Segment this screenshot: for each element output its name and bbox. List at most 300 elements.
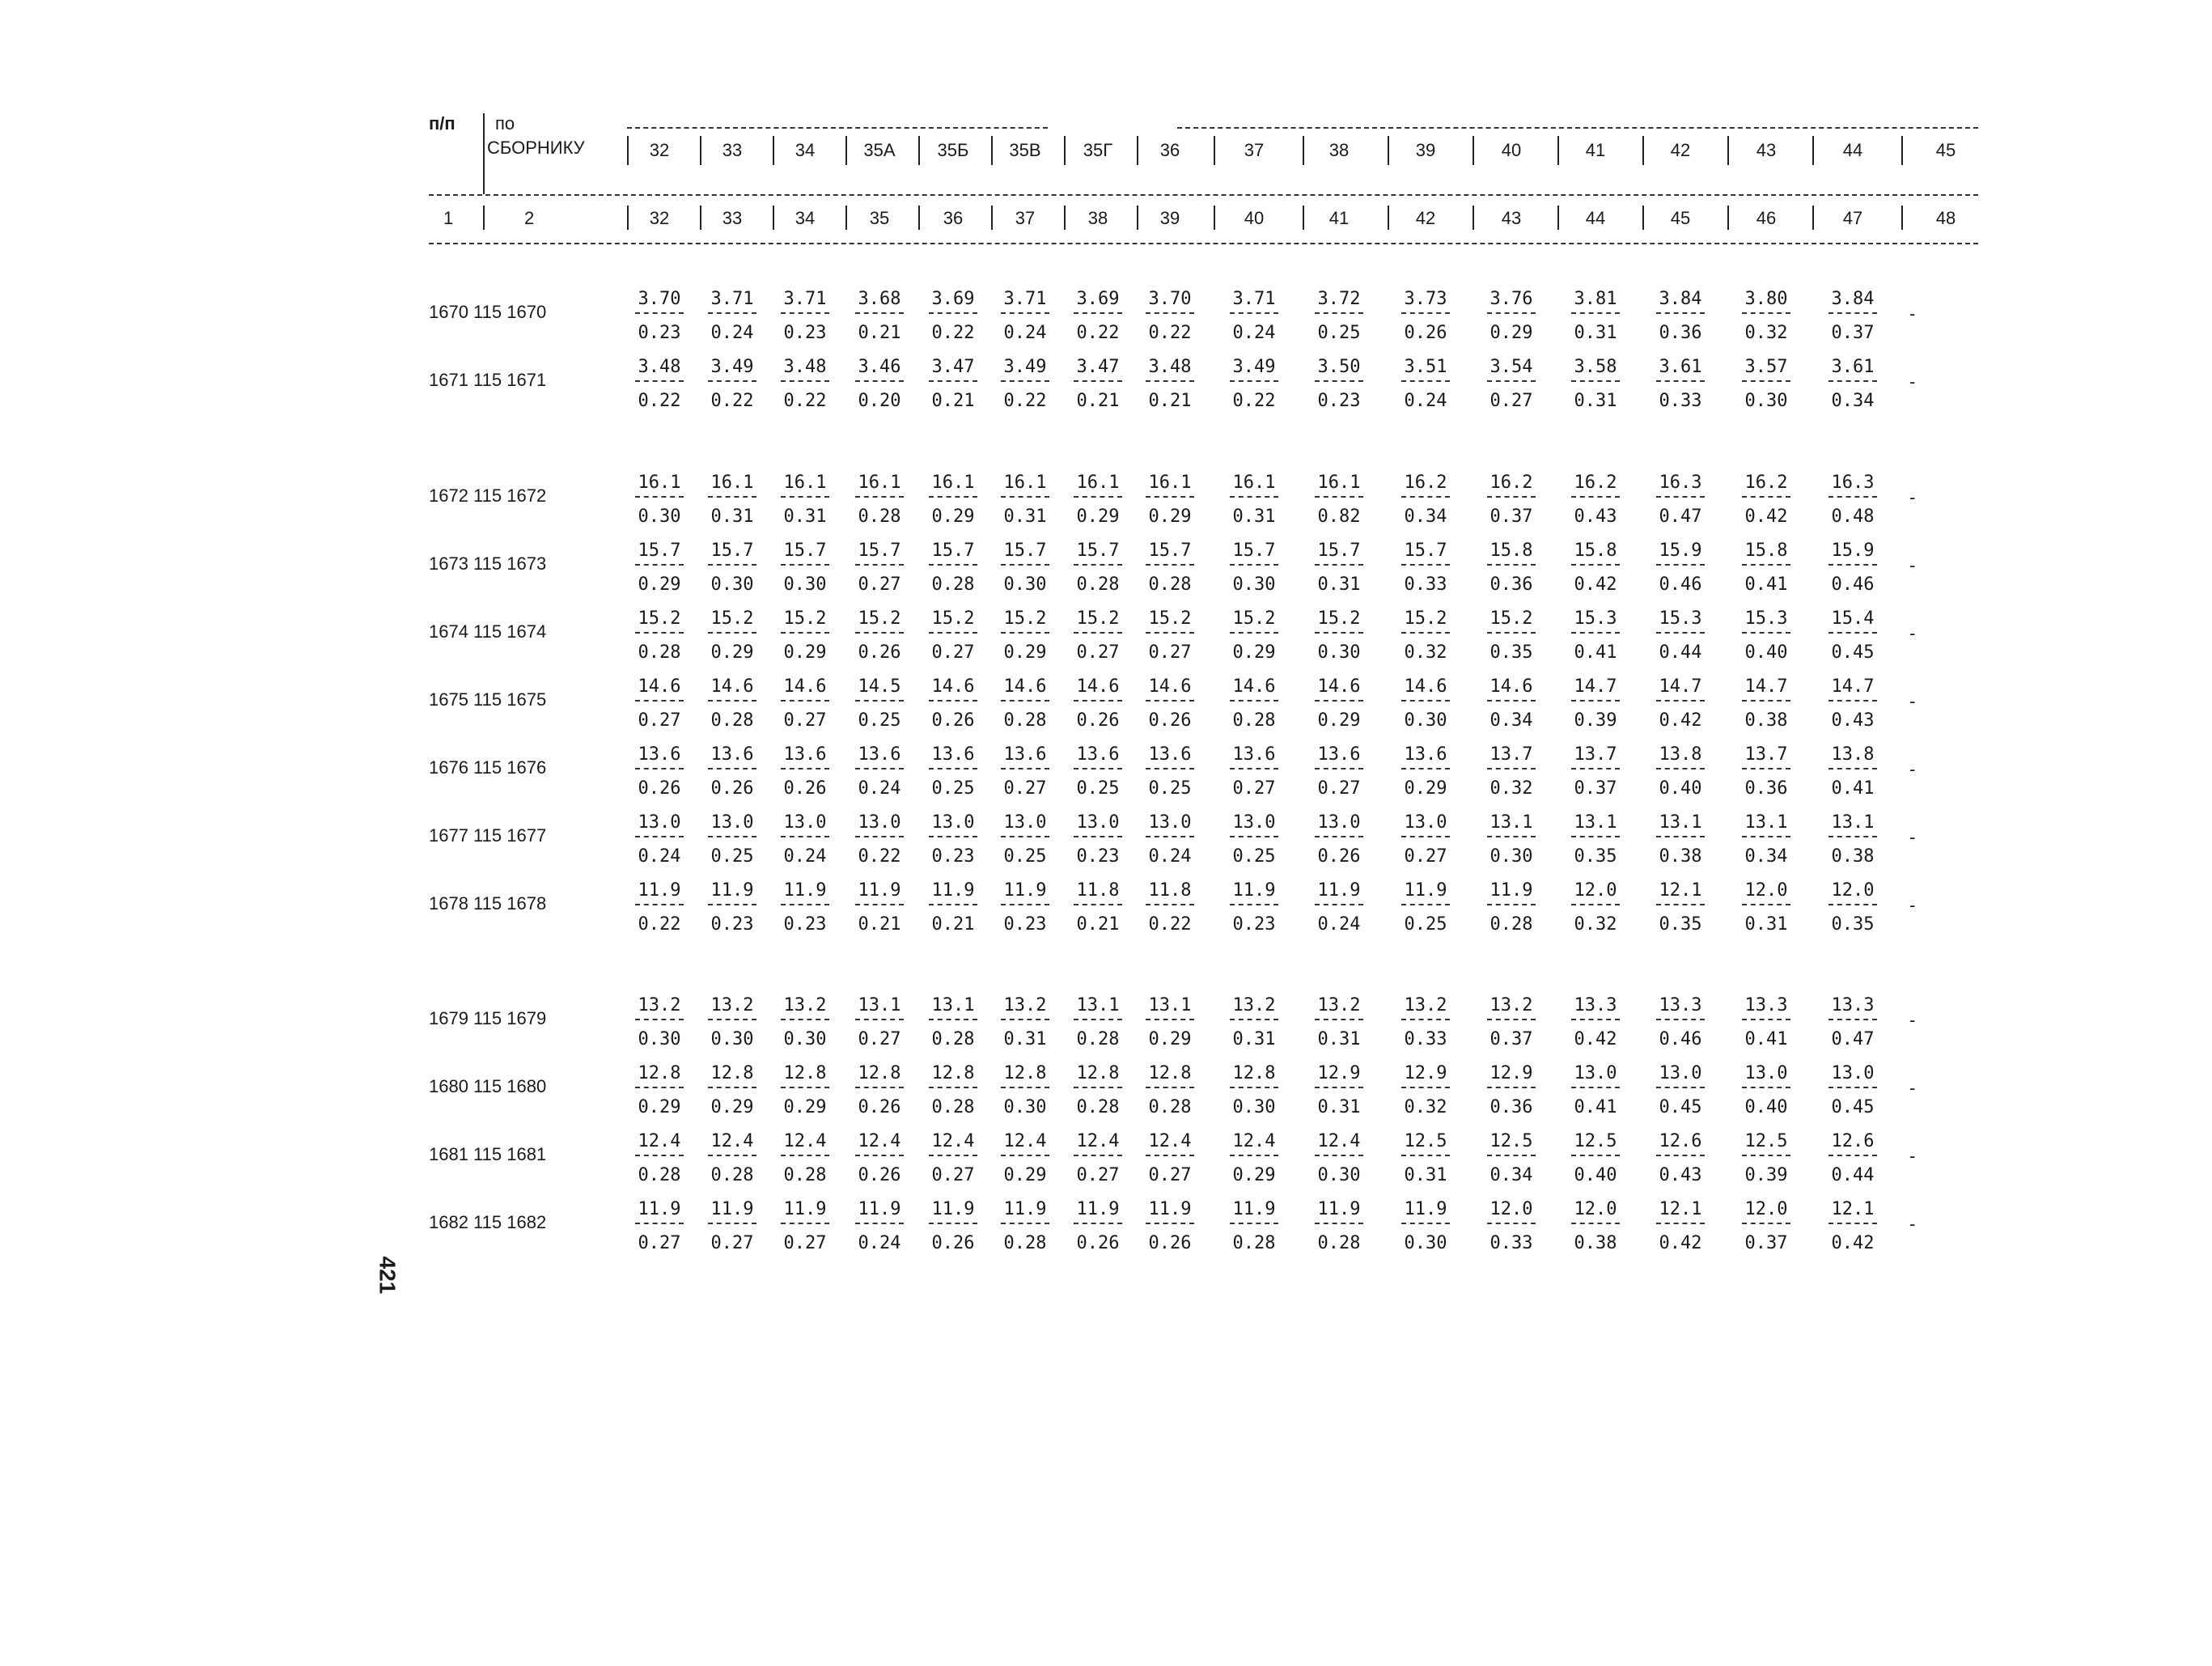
value-top: 13.1 <box>1831 812 1875 833</box>
fraction-line <box>1742 904 1790 905</box>
value-bottom: 0.27 <box>931 642 975 663</box>
fraction-line <box>1315 380 1363 382</box>
fraction-line <box>1401 380 1450 382</box>
fraction-line <box>1742 380 1790 382</box>
value-bottom: 0.24 <box>1317 914 1361 935</box>
fraction-line <box>1487 496 1536 498</box>
value-bottom: 0.30 <box>1003 1097 1047 1117</box>
value-top: 15.7 <box>1076 540 1120 561</box>
value-top: 3.51 <box>1404 357 1447 377</box>
value-top: 15.2 <box>1076 608 1120 629</box>
value-bottom: 0.21 <box>858 323 901 343</box>
value-bottom: 0.32 <box>1744 323 1788 343</box>
fraction-line <box>1315 632 1363 634</box>
value-top: 3.61 <box>1659 357 1702 377</box>
header-column-number: 48 <box>1935 208 1956 228</box>
fraction-line <box>1230 904 1278 905</box>
value-bottom: 0.31 <box>1574 391 1617 411</box>
value-bottom: 0.29 <box>1003 1165 1047 1185</box>
fraction-line <box>1001 904 1049 905</box>
header-column-number: 46 <box>1756 208 1777 228</box>
value-bottom: 0.23 <box>783 914 827 935</box>
fraction-line <box>1742 496 1790 498</box>
fraction-line <box>781 496 829 498</box>
value-bottom: 0.43 <box>1574 507 1617 527</box>
header-column-separator <box>1137 136 1138 165</box>
fraction-line <box>1571 904 1620 905</box>
value-bottom: 0.22 <box>783 391 827 411</box>
value-top: 3.49 <box>1003 357 1047 377</box>
value-bottom: 0.22 <box>1076 323 1120 343</box>
value-top: 12.4 <box>1232 1131 1276 1151</box>
value-bottom: 0.29 <box>1489 323 1533 343</box>
value-bottom: 0.40 <box>1744 642 1788 663</box>
fraction-line <box>708 564 756 566</box>
fraction-line <box>929 768 977 769</box>
row-id: 1672 115 1672 <box>429 485 547 506</box>
value-top: 3.61 <box>1831 357 1875 377</box>
fraction-line <box>1401 632 1450 634</box>
value-top: 11.9 <box>1003 880 1047 901</box>
fraction-line <box>708 700 756 702</box>
fraction-line <box>781 836 829 837</box>
value-top: 11.8 <box>1076 880 1120 901</box>
value-bottom: 0.41 <box>1574 1097 1617 1117</box>
value-bottom: 0.30 <box>1232 574 1276 595</box>
fraction-line <box>1829 312 1877 314</box>
value-bottom: 0.25 <box>858 710 901 731</box>
fraction-line <box>1074 904 1122 905</box>
fraction-line <box>1571 1019 1620 1020</box>
value-bottom: 0.37 <box>1489 507 1533 527</box>
value-top: 13.0 <box>1404 812 1447 833</box>
value-top: 3.72 <box>1317 289 1361 309</box>
value-bottom: 0.29 <box>638 1097 681 1117</box>
fraction-line <box>635 380 684 382</box>
fraction-line <box>1230 496 1278 498</box>
fraction-line <box>1487 836 1536 837</box>
fraction-line <box>1571 496 1620 498</box>
fraction-line <box>855 496 904 498</box>
row-id: 1680 115 1680 <box>429 1076 547 1096</box>
header-column-label: 35Б <box>937 140 969 160</box>
value-top: 13.6 <box>638 744 681 765</box>
fraction-line <box>1146 1155 1194 1156</box>
fraction-line <box>855 768 904 769</box>
value-bottom: 0.42 <box>1744 507 1788 527</box>
value-bottom: 0.40 <box>1659 778 1702 799</box>
fraction-line <box>1401 904 1450 905</box>
value-bottom: 0.27 <box>638 1233 681 1253</box>
fraction-line <box>1001 1087 1049 1088</box>
header-column-separator <box>1388 206 1389 230</box>
header-column-number: 34 <box>795 208 816 228</box>
value-top: 15.2 <box>710 608 754 629</box>
value-top: 13.2 <box>1317 995 1361 1015</box>
header-top-rule-right <box>1177 127 1978 129</box>
header-column-separator <box>1812 136 1814 165</box>
fraction-line <box>1230 1019 1278 1020</box>
value-top: 13.0 <box>783 812 827 833</box>
value-top: 3.84 <box>1831 289 1875 309</box>
value-bottom: 0.22 <box>858 846 901 867</box>
value-bottom: 0.29 <box>931 507 975 527</box>
value-bottom: 0.31 <box>1404 1165 1447 1185</box>
value-top: 15.3 <box>1659 608 1702 629</box>
value-top: 12.0 <box>1574 880 1617 901</box>
fraction-line <box>1074 1019 1122 1020</box>
value-top: 15.9 <box>1831 540 1875 561</box>
fraction-line <box>855 836 904 837</box>
row-id: 1682 115 1682 <box>429 1212 547 1232</box>
fraction-line <box>1230 380 1278 382</box>
value-bottom: 0.30 <box>1404 1233 1447 1253</box>
index-a: 1 <box>443 208 454 228</box>
value-top: 12.4 <box>1148 1131 1192 1151</box>
value-bottom: 0.40 <box>1574 1165 1617 1185</box>
fraction-line <box>1656 700 1705 702</box>
fraction-line <box>1571 836 1620 837</box>
value-top: 12.4 <box>1076 1131 1120 1151</box>
value-top: 12.4 <box>1003 1131 1047 1151</box>
fraction-line <box>1230 836 1278 837</box>
value-top: 11.9 <box>1317 880 1361 901</box>
fraction-line <box>1829 768 1877 769</box>
value-bottom: 0.26 <box>1148 710 1192 731</box>
value-top: 16.1 <box>1076 473 1120 493</box>
header-column-number: 38 <box>1087 208 1108 228</box>
value-bottom: 0.21 <box>858 914 901 935</box>
value-top: 13.6 <box>1003 744 1047 765</box>
value-top: 11.9 <box>1232 880 1276 901</box>
value-top: 11.9 <box>638 1199 681 1219</box>
fraction-line <box>1230 632 1278 634</box>
fraction-line <box>1074 836 1122 837</box>
value-top: 14.6 <box>1076 676 1120 697</box>
value-top: 3.50 <box>1317 357 1361 377</box>
fraction-line <box>1401 836 1450 837</box>
value-top: 15.2 <box>783 608 827 629</box>
value-bottom: 0.31 <box>1317 574 1361 595</box>
value-bottom: 0.30 <box>1232 1097 1276 1117</box>
fraction-line <box>635 1019 684 1020</box>
value-bottom: 0.28 <box>1489 914 1533 935</box>
value-top: 16.2 <box>1744 473 1788 493</box>
value-top: 3.47 <box>1076 357 1120 377</box>
fraction-line <box>1146 312 1194 314</box>
fraction-line <box>1656 1087 1705 1088</box>
header-column-separator <box>483 206 485 230</box>
fraction-line <box>855 312 904 314</box>
value-top: 11.9 <box>1404 880 1447 901</box>
value-bottom: 0.30 <box>638 1029 681 1049</box>
fraction-line <box>1487 1155 1536 1156</box>
dash-mark: - <box>1909 691 1916 711</box>
value-top: 3.76 <box>1489 289 1533 309</box>
fraction-line <box>1487 312 1536 314</box>
value-top: 3.81 <box>1574 289 1617 309</box>
header-column-separator <box>700 206 701 230</box>
fraction-line <box>855 700 904 702</box>
value-top: 12.8 <box>1148 1063 1192 1083</box>
header-column-separator <box>1812 206 1814 230</box>
value-bottom: 0.47 <box>1831 1029 1875 1049</box>
fraction-line <box>1829 380 1877 382</box>
value-top: 15.2 <box>638 608 681 629</box>
header-column-number: 45 <box>1670 208 1691 228</box>
value-top: 14.6 <box>710 676 754 697</box>
value-bottom: 0.27 <box>710 1233 754 1253</box>
value-top: 16.1 <box>931 473 975 493</box>
value-bottom: 0.25 <box>1076 778 1120 799</box>
fraction-line <box>1146 564 1194 566</box>
fraction-line <box>781 1087 829 1088</box>
value-top: 16.3 <box>1659 473 1702 493</box>
value-bottom: 0.27 <box>1148 642 1192 663</box>
fraction-line <box>781 1019 829 1020</box>
value-top: 11.9 <box>1076 1199 1120 1219</box>
value-top: 12.9 <box>1404 1063 1447 1083</box>
value-bottom: 0.22 <box>1148 323 1192 343</box>
value-bottom: 0.23 <box>931 846 975 867</box>
value-top: 13.8 <box>1659 744 1702 765</box>
value-bottom: 0.32 <box>1574 914 1617 935</box>
value-top: 3.84 <box>1659 289 1702 309</box>
fraction-line <box>1146 1223 1194 1224</box>
header-column-label: 41 <box>1585 140 1606 160</box>
header-column-separator <box>1303 136 1304 165</box>
value-bottom: 0.27 <box>783 710 827 731</box>
value-top: 14.5 <box>858 676 901 697</box>
fraction-line <box>1656 632 1705 634</box>
header-column-number: 47 <box>1842 208 1863 228</box>
value-top: 15.7 <box>1148 540 1192 561</box>
value-top: 13.0 <box>1574 1063 1617 1083</box>
value-top: 15.2 <box>1404 608 1447 629</box>
value-top: 14.6 <box>783 676 827 697</box>
value-top: 11.9 <box>1003 1199 1047 1219</box>
header-column-separator <box>483 113 485 194</box>
value-bottom: 0.44 <box>1831 1165 1875 1185</box>
value-top: 11.9 <box>858 880 901 901</box>
value-bottom: 0.29 <box>710 1097 754 1117</box>
fraction-line <box>1074 768 1122 769</box>
value-bottom: 0.27 <box>1317 778 1361 799</box>
header-column-number: 41 <box>1328 208 1350 228</box>
header-column-separator <box>1388 136 1389 165</box>
fraction-line <box>929 1019 977 1020</box>
fraction-line <box>1315 1019 1363 1020</box>
header-column-separator <box>627 136 629 165</box>
value-top: 12.5 <box>1489 1131 1533 1151</box>
fraction-line <box>1487 904 1536 905</box>
header-column-separator <box>627 206 629 230</box>
value-bottom: 0.28 <box>1148 1097 1192 1117</box>
fraction-line <box>929 496 977 498</box>
row-id: 1670 115 1670 <box>429 302 547 322</box>
fraction-line <box>1074 1223 1122 1224</box>
fraction-line <box>1742 768 1790 769</box>
value-bottom: 0.29 <box>1148 1029 1192 1049</box>
fraction-line <box>1315 700 1363 702</box>
fraction-line <box>708 380 756 382</box>
value-top: 12.8 <box>710 1063 754 1083</box>
fraction-line <box>1146 836 1194 837</box>
value-top: 12.0 <box>1744 880 1788 901</box>
value-top: 13.0 <box>638 812 681 833</box>
dash-mark: - <box>1909 487 1916 507</box>
fraction-line <box>1571 700 1620 702</box>
value-bottom: 0.27 <box>1232 778 1276 799</box>
fraction-line <box>1829 564 1877 566</box>
fraction-line <box>1829 632 1877 634</box>
value-top: 11.9 <box>931 1199 975 1219</box>
value-top: 14.6 <box>1003 676 1047 697</box>
value-bottom: 0.21 <box>1076 391 1120 411</box>
fraction-line <box>635 904 684 905</box>
fraction-line <box>855 904 904 905</box>
value-bottom: 0.27 <box>1003 778 1047 799</box>
value-top: 15.7 <box>638 540 681 561</box>
value-bottom: 0.34 <box>1831 391 1875 411</box>
value-top: 13.0 <box>1148 812 1192 833</box>
value-top: 15.7 <box>1317 540 1361 561</box>
value-bottom: 0.23 <box>710 914 754 935</box>
header-column-separator <box>845 136 847 165</box>
value-bottom: 0.35 <box>1831 914 1875 935</box>
header-column-number: 40 <box>1244 208 1265 228</box>
value-bottom: 0.27 <box>1489 391 1533 411</box>
value-top: 11.9 <box>710 1199 754 1219</box>
fraction-line <box>635 768 684 769</box>
value-bottom: 0.28 <box>858 507 901 527</box>
fraction-line <box>1487 700 1536 702</box>
header-column-separator <box>918 206 920 230</box>
fraction-line <box>929 380 977 382</box>
fraction-line <box>1742 564 1790 566</box>
dash-mark: - <box>1909 303 1916 324</box>
value-bottom: 0.46 <box>1831 574 1875 595</box>
fraction-line <box>1001 380 1049 382</box>
fraction-line <box>1401 1223 1450 1224</box>
value-bottom: 0.23 <box>1232 914 1276 935</box>
fraction-line <box>781 564 829 566</box>
value-bottom: 0.29 <box>1076 507 1120 527</box>
header-column-label: 32 <box>649 140 670 160</box>
fraction-line <box>929 312 977 314</box>
header-column-number: 37 <box>1015 208 1036 228</box>
value-top: 3.71 <box>783 289 827 309</box>
value-top: 14.7 <box>1831 676 1875 697</box>
row-id: 1675 115 1675 <box>429 689 547 710</box>
fraction-line <box>1656 1019 1705 1020</box>
value-top: 12.5 <box>1404 1131 1447 1151</box>
header-column-separator <box>1642 206 1644 230</box>
value-bottom: 0.27 <box>1148 1165 1192 1185</box>
value-top: 13.3 <box>1831 995 1875 1015</box>
header-column-separator <box>1137 206 1138 230</box>
value-bottom: 0.27 <box>1076 642 1120 663</box>
value-top: 14.6 <box>1317 676 1361 697</box>
fraction-line <box>781 904 829 905</box>
dash-mark: - <box>1909 555 1916 575</box>
value-top: 15.3 <box>1574 608 1617 629</box>
value-top: 13.0 <box>710 812 754 833</box>
fraction-line <box>1829 904 1877 905</box>
header-mid-rule <box>429 194 1978 196</box>
fraction-line <box>1001 1019 1049 1020</box>
fraction-line <box>1001 312 1049 314</box>
value-bottom: 0.38 <box>1574 1233 1617 1253</box>
value-bottom: 0.22 <box>638 914 681 935</box>
value-bottom: 0.27 <box>858 1029 901 1049</box>
header-column-separator <box>773 136 774 165</box>
dash-mark: - <box>1909 1214 1916 1234</box>
value-bottom: 0.21 <box>1076 914 1120 935</box>
fraction-line <box>1656 1155 1705 1156</box>
fraction-line <box>781 768 829 769</box>
fraction-line <box>1230 1087 1278 1088</box>
value-top: 15.4 <box>1831 608 1875 629</box>
fraction-line <box>1571 312 1620 314</box>
header-column-separator <box>1064 206 1066 230</box>
value-bottom: 0.29 <box>1404 778 1447 799</box>
fraction-line <box>1487 564 1536 566</box>
value-top: 15.3 <box>1744 608 1788 629</box>
value-top: 11.9 <box>1404 1199 1447 1219</box>
header-column-separator <box>1557 206 1559 230</box>
value-bottom: 0.28 <box>931 574 975 595</box>
value-top: 13.0 <box>1003 812 1047 833</box>
value-top: 11.9 <box>858 1199 901 1219</box>
header-column-label: 45 <box>1935 140 1956 160</box>
value-bottom: 0.34 <box>1744 846 1788 867</box>
header-column-separator <box>773 206 774 230</box>
value-bottom: 0.26 <box>1317 846 1361 867</box>
value-bottom: 0.31 <box>783 507 827 527</box>
value-bottom: 0.42 <box>1831 1233 1875 1253</box>
value-bottom: 0.24 <box>638 846 681 867</box>
value-top: 13.6 <box>1404 744 1447 765</box>
value-bottom: 0.24 <box>1003 323 1047 343</box>
value-top: 13.3 <box>1574 995 1617 1015</box>
value-top: 15.8 <box>1574 540 1617 561</box>
fraction-line <box>1001 768 1049 769</box>
value-bottom: 0.30 <box>1744 391 1788 411</box>
value-bottom: 0.30 <box>710 1029 754 1049</box>
value-top: 13.1 <box>1489 812 1533 833</box>
fraction-line <box>1829 1223 1877 1224</box>
fraction-line <box>1230 1155 1278 1156</box>
fraction-line <box>855 380 904 382</box>
value-bottom: 0.22 <box>1148 914 1192 935</box>
value-bottom: 0.30 <box>1404 710 1447 731</box>
value-top: 13.1 <box>1659 812 1702 833</box>
fraction-line <box>855 632 904 634</box>
header-column-number: 36 <box>943 208 964 228</box>
value-bottom: 0.28 <box>931 1097 975 1117</box>
fraction-line <box>855 564 904 566</box>
fraction-line <box>929 1155 977 1156</box>
fraction-line <box>1742 700 1790 702</box>
page-number: 421 <box>375 1256 400 1295</box>
fraction-line <box>1315 1155 1363 1156</box>
fraction-line <box>1001 836 1049 837</box>
value-bottom: 0.25 <box>710 846 754 867</box>
fraction-line <box>929 904 977 905</box>
fraction-line <box>855 1087 904 1088</box>
value-top: 12.4 <box>710 1131 754 1151</box>
